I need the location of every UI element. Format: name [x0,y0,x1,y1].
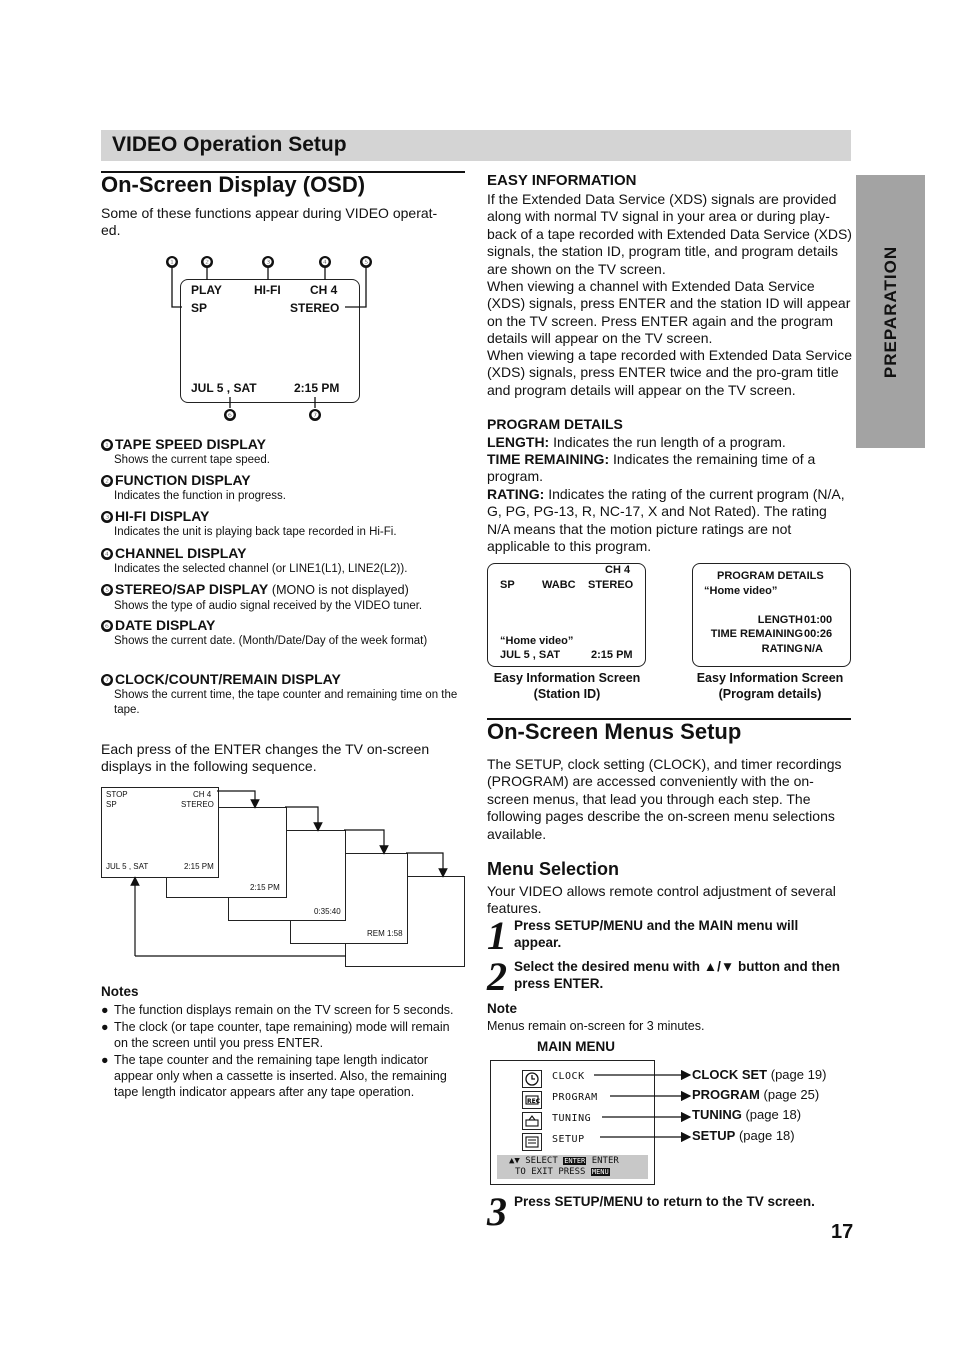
marker-6: ❻ [225,410,235,420]
osd-item-list [101,436,466,718]
seq-channel: CH 4 [193,790,212,799]
menu-item-clock[interactable]: CLOCK [552,1071,585,1082]
station-id: WABC [542,579,576,591]
station-time: 2:15 PM [591,649,633,661]
svg-text:REC: REC [527,1098,541,1105]
menu-ref-clock: CLOCK SET (page 19) [692,1067,827,1082]
easy-info-heading: EASY INFORMATION [487,172,637,189]
list-item: ❼ CLOCK/COUNT/REMAIN DISPLAY Shows the current time, the tape counter and remaining time on the tape. [102,671,458,716]
seq-stereo: STEREO [181,800,214,809]
details-title: PROGRAM DETAILS [717,570,824,582]
station-channel: CH 4 [605,564,631,576]
marker-4: ❹ [320,257,330,267]
step-2-text: Select the desired menu with ▲/▼ button and then press ENTER. [514,959,840,991]
details-remaining-label: TIME REMAINING [710,628,803,640]
station-id-caption: Easy Information Screen (Station ID) [493,671,641,701]
notes-list [101,1002,466,1100]
page-title: VIDEO Operation Setup [112,133,347,156]
marker-3: ❸ [263,257,273,267]
osd-speed: SP [191,301,208,315]
program-details-heading: PROGRAM DETAILS [487,416,623,432]
program-icon [522,1091,542,1109]
step-1-text: Press SETUP/MENU and the MAIN menu will appear. [514,918,799,950]
marker-2: ❷ [202,257,212,267]
note-text: Menus remain on-screen for 3 minutes. [487,1019,705,1033]
menu-item-program[interactable]: PROGRAM [552,1092,598,1103]
section-tab-label: PREPARATION [880,245,900,378]
marker-1: ❶ [167,257,177,267]
station-speed: SP [500,579,515,591]
seq-time-1: 2:15 PM [184,862,214,871]
sequence-arrows [95,785,475,975]
program-details-screen [692,563,851,667]
main-menu-label: MAIN MENU [537,1039,615,1054]
list-item: ❶ TAPE SPEED DISPLAY Shows the current tape speed. [102,436,270,466]
seq-time-2: 2:15 PM [250,883,280,892]
osd-callout-lines [160,254,380,424]
list-item: ● The tape counter and the remaining tape length indicator appear only when a cassette is inserted. Also, the remaining tape length indicator appears after any tape operation. [101,1053,447,1099]
menu-ref-program: PROGRAM (page 25) [692,1087,820,1102]
list-item: ● The clock (or tape counter, tape remaining) mode will remain on the screen until you press ENTER. [101,1020,450,1050]
list-item: ❹ CHANNEL DISPLAY Indicates the selected channel (or LINE1(L1), LINE2(L2)). [102,545,408,575]
details-rating-value: N/A [804,643,823,655]
note-heading: Note [487,1001,517,1016]
osd-stereo: STEREO [290,301,340,315]
osd-heading: On-Screen Display (OSD) [101,172,366,197]
page-number: 17 [831,1221,854,1243]
menus-intro: The SETUP, clock setting (CLOCK), and timer recordings (PROGRAM) are accessed conveniently with the on-screen menus, that lead you through each step. The following pages describe the on-screen menu selections available. [487,756,842,842]
easy-info-para-3: When viewing a tape recorded with Extended Data Service (XDS) signals, press ENTER twice and the pro-gram title and program details will appear on the TV screen. [487,347,852,398]
list-item: ❺ STEREO/SAP DISPLAY (MONO is not displayed) Shows the type of audio signal received by the VIDEO tuner. [102,581,423,612]
setup-icon [522,1133,542,1151]
sequence-intro: Each press of the ENTER changes the TV on-screen displays in the following sequence. [101,741,430,775]
marker-7: ❼ [310,410,320,420]
notes-heading: Notes [101,984,139,999]
details-length-label: LENGTH [757,614,803,626]
section-tab [856,175,925,448]
menu-arrows [590,1066,695,1146]
list-item: ❻ DATE DISPLAY Shows the current date. (Month/Date/Day of the week format) [102,617,428,647]
program-details-caption: Easy Information Screen (Program details) [696,671,844,701]
length-definition: LENGTH: Indicates the run length of a program. [487,434,786,450]
seq-counter: 0:35:40 [314,907,341,916]
menu-item-tuning[interactable]: TUNING [552,1113,592,1124]
step-number-1: 1 [487,913,507,958]
station-program-title: “Home video” [500,635,574,647]
station-date: JUL 5 , SAT [500,649,561,661]
osd-intro: Some of these functions appear during VIDEO operat-ed. [101,205,438,239]
tuning-icon [522,1112,542,1130]
osd-time: 2:15 PM [294,381,340,395]
step-3-text: Press SETUP/MENU to return to the TV screen. [514,1194,815,1209]
marker-5: ❺ [361,257,371,267]
details-rating-label: RATING [761,643,803,655]
osd-date: JUL 5 , SAT [191,381,257,395]
clock-icon [522,1070,542,1088]
page-title-bar [101,130,851,161]
easy-info-para-2: When viewing a channel with Extended Data Service (XDS) signals, press ENTER and the station ID will appear on the TV screen. Press ENTER again and the program details will appear on the TV screen. [487,278,851,347]
osd-play: PLAY [191,283,222,297]
seq-date: JUL 5 , SAT [106,862,149,871]
seq-speed: SP [106,800,117,809]
list-item: ❷ FUNCTION DISPLAY Indicates the function in progress. [102,472,286,502]
menus-heading: On-Screen Menus Setup [487,719,742,744]
details-program-title: “Home video” [704,585,778,597]
list-item: ❸ HI-FI DISPLAY Indicates the unit is playing back tape recorded in Hi-Fi. [102,508,397,538]
osd-channel: CH 4 [310,283,338,297]
station-stereo: STEREO [588,579,634,591]
menu-ref-tuning: TUNING (page 18) [692,1107,802,1122]
seq-remain: REM 1:58 [367,929,403,938]
time-remaining-definition: TIME REMAINING: Indicates the remaining time of a program. [487,451,816,485]
osd-hifi: HI-FI [254,283,281,297]
list-item: ● The function displays remain on the TV screen for 5 seconds. [101,1003,454,1017]
rating-definition: RATING: Indicates the rating of the current program (N/A, G, PG, PG-13, R, NC-17, X and Not Rated). The rating N/A means that the motion picture ratings are not applicable to this program. [487,486,845,555]
station-id-screen [487,563,646,667]
menu-item-setup[interactable]: SETUP [552,1134,585,1145]
details-remaining-value: 00:26 [804,628,833,640]
menu-selection-heading: Menu Selection [487,859,620,879]
menu-selection-intro: Your VIDEO allows remote control adjustment of several features. [487,883,836,917]
seq-stop: STOP [106,790,128,799]
menu-ref-setup: SETUP (page 18) [692,1128,795,1143]
easy-info-para-1: If the Extended Data Service (XDS) signals are provided along with normal TV signal in your area or during play-back of a tape recorded with Extended Data Service (XDS) signals, the station ID, program title, and program details are shown on the TV screen. [487,191,852,277]
step-number-2: 2 [487,954,507,999]
menu-footer: ▲▼ SELECT ENTER ENTER TO EXIT PRESS MENU [497,1155,648,1179]
details-length-value: 01:00 [804,614,833,626]
step-number-3: 3 [487,1189,507,1234]
